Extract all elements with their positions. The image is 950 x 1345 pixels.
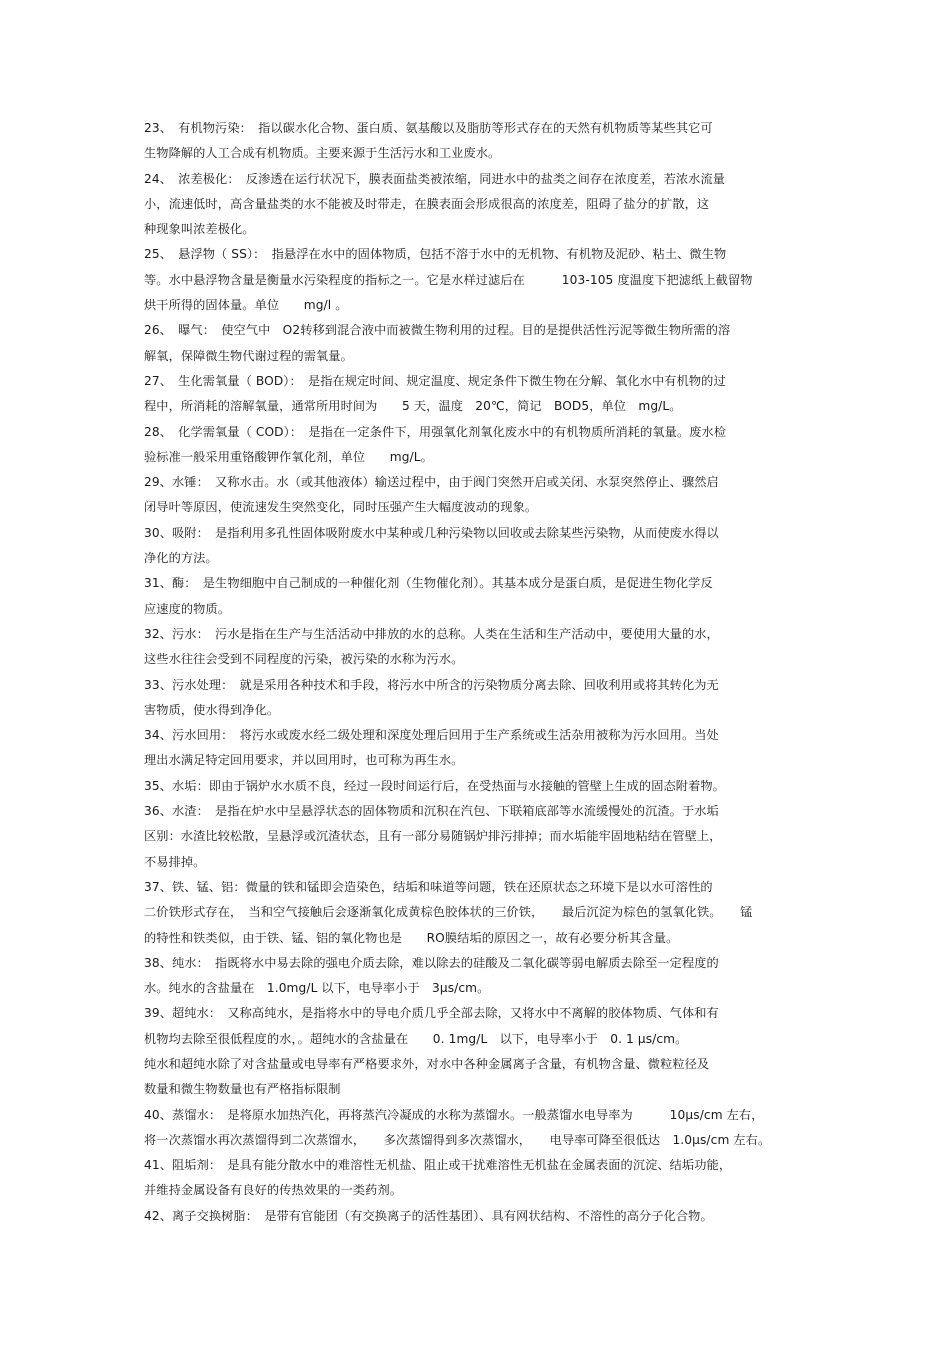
term-entry-41 [144, 1153, 824, 1204]
entry-line: 害物质，使水得到净化。 [144, 702, 280, 717]
term-entry-30 [144, 521, 824, 572]
entry-line: 净化的方法。 [144, 551, 218, 566]
entry-line: 等。水中悬浮物含量是衡量水污染程度的指标之一。它是水样过滤后在 103-105 度温度下把滤纸上截留物 [144, 272, 753, 287]
entry-line: 26、 曝气： 使空气中 O2转移到混合液中而被微生物利用的过程。目的是提供活性污泥等微生物所需的溶 [144, 323, 731, 338]
entry-line: 42、离子交换树脂： 是带有官能团（有交换离子的活性基团）、具有网状结构、不溶性的高分子化合物。 [144, 1208, 713, 1223]
entry-line: 生物降解的人工合成有机物质。主要来源于生活污水和工业废水。 [144, 146, 501, 161]
entry-line: 应速度的物质。 [144, 601, 231, 616]
entry-line: 并维持金属设备有良好的传热效果的一类药剂。 [144, 1183, 403, 1198]
glossary-body [144, 116, 824, 1229]
entry-line: 37、铁、锰、铝：微量的铁和锰即会造染色，结垢和味道等问题，铁在还原状态之环境下是以水可溶性的 [144, 879, 713, 894]
term-entry-32 [144, 622, 824, 673]
entry-line: 30、吸附： 是指利用多孔性固体吸附废水中某种或几种污染物以回收或去除某些污染物，从而使废水得以 [144, 525, 719, 540]
entry-line: 34、污水回用： 将污水或废水经二级处理和深度处理后回用于生产系统或生活杂用被称为污水回用。当处 [144, 728, 719, 743]
entry-line: 27、 生化需氧量（ BOD）： 是指在规定时间、规定温度、规定条件下微生物在分解、氧化水中有机物的过 [144, 373, 726, 388]
entry-line: 程中，所消耗的溶解氧量，通常所用时间为 5 天，温度 20℃，简记 BOD5，单位 mg/L。 [144, 399, 682, 414]
entry-line: 33、污水处理： 就是采用各种技术和手段，将污水中所含的污染物质分离去除、回收利用或将其转化为无 [144, 677, 719, 692]
entry-line: 31、酶： 是生物细胞中自己制成的一种催化剂（生物催化剂）。其基本成分是蛋白质，是促进生物化学反 [144, 576, 713, 591]
entry-line: 数量和微生物数量也有严格指标限制 [144, 1082, 341, 1097]
term-entry-29 [144, 470, 824, 521]
entry-line: 二价铁形式存在， 当和空气接触后会逐渐氧化成黄棕色胶体状的三价铁， 最后沉淀为棕色的氢氧化铁。 锰 [144, 905, 753, 920]
entry-line: 小，流速低时，高含量盐类的水不能被及时带走，在膜表面会形成很高的浓度差，阻碍了盐分的扩散，这 [144, 196, 710, 211]
entry-line: 烘干所得的固体量。单位 mg/l 。 [144, 298, 348, 313]
term-entry-38 [144, 951, 824, 1002]
entry-line: 39、超纯水： 又称高纯水，是指将水中的导电介质几乎全部去除，又将水中不离解的胶体物质、气体和有 [144, 1006, 719, 1021]
entry-line: 32、污水： 污水是指在生产与生活活动中排放的水的总称。人类在生活和生产活动中，要使用大量的水， [144, 626, 719, 641]
entry-line: 35、水垢：即由于锅炉水水质不良，经过一段时间运行后，在受热面与水接触的管壁上生成的固态附着物。 [144, 778, 725, 793]
entry-line: 24、 浓差极化： 反渗透在运行状况下，膜表面盐类被浓缩，同进水中的盐类之间存在浓度差，若浓水流量 [144, 171, 726, 186]
entry-line: 水。纯水的含盐量在 1.0mg/L 以下，电导率小于 3μs/cm。 [144, 981, 490, 996]
term-entry-36 [144, 799, 824, 875]
entry-line: 理出水满足特定回用要求，并以回用时，也可称为再生水。 [144, 753, 464, 768]
term-entry-23 [144, 116, 824, 167]
term-entry-31 [144, 571, 824, 622]
entry-line: 23、 有机物污染： 指以碳水化合物、蛋白质、氨基酸以及脂肪等形式存在的天然有机物质等某些其它可 [144, 121, 713, 135]
entry-line: 29、水锤： 又称水击。水（或其他液体）输送过程中，由于阀门突然开启或关闭、水泵突然停止、骤然启 [144, 475, 719, 490]
entry-line: 区别：水渣比较松散，呈悬浮或沉渣状态，且有一部分易随锅炉排污排掉；而水垢能牢固地粘结在管壁上， [144, 829, 722, 844]
entry-line: 28、 化学需氧量（ COD）： 是指在一定条件下，用强氧化剂氧化废水中的有机物质所消耗的氧量。废水检 [144, 424, 727, 439]
entry-line: 闭导叶等原因，使流速发生突然变化，同时压强产生大幅度波动的现象。 [144, 500, 538, 515]
entry-line: 验标准一般采用重铬酸钾作氧化剂，单位 mg/L。 [144, 449, 433, 464]
entry-line: 种现象叫浓差极化。 [144, 222, 255, 237]
entry-line: 不易排掉。 [144, 854, 206, 869]
entry-line: 将一次蒸馏水再次蒸馏得到二次蒸馏水， 多次蒸馏得到多次蒸馏水， 电导率可降至很低达 1.0μs/cm 左右。 [144, 1132, 771, 1147]
term-entry-34 [144, 723, 824, 774]
term-entry-27 [144, 369, 824, 420]
entry-line: 解氧，保障微生物代谢过程的需氧量。 [144, 348, 353, 363]
entry-line: 这些水往往会受到不同程度的污染，被污染的水称为污水。 [144, 652, 464, 667]
term-entry-42 [144, 1204, 824, 1229]
term-entry-40 [144, 1103, 824, 1154]
entry-line: 36、水渣： 是指在炉水中呈悬浮状态的固体物质和沉积在汽包、下联箱底部等水流缓慢处的沉渣。于水垢 [144, 804, 719, 819]
term-entry-28 [144, 420, 824, 471]
entry-line: 38、纯水： 指既将水中易去除的强电介质去除，难以除去的硅酸及二氧化碳等弱电解质去除至一定程度的 [144, 955, 719, 970]
term-entry-37 [144, 875, 824, 951]
entry-line: 纯水和超纯水除了对含盐量或电导率有严格要求外，对水中各种金属离子含量，有机物含量、微粒粒径及 [144, 1056, 710, 1071]
term-entry-39 [144, 1001, 824, 1102]
entry-line: 25、 悬浮物（ SS）： 指悬浮在水中的固体物质，包括不溶于水中的无机物、有机物及泥砂、粘土、微生物 [144, 247, 727, 262]
term-entry-35 [144, 774, 824, 799]
term-entry-24 [144, 167, 824, 243]
term-entry-25 [144, 242, 824, 318]
entry-line: 机物均去除至很低程度的水，。超纯水的含盐量在 0. 1mg/L 以下，电导率小于 0. 1 μs/cm。 [144, 1031, 688, 1046]
entry-line: 40、蒸馏水： 是将原水加热汽化，再将蒸汽冷凝成的水称为蒸馏水。一般蒸馏水电导率为 10μs/cm 左右， [144, 1107, 764, 1122]
term-entry-33 [144, 673, 824, 724]
entry-line: 的特性和铁类似，由于铁、锰、铝的氧化物也是 RO膜结垢的原因之一，故有必要分析其含量。 [144, 930, 679, 945]
entry-line: 41、阻垢剂： 是具有能分散水中的难溶性无机盐、阻止或干扰难溶性无机盐在金属表面的沉淀、结垢功能， [144, 1158, 732, 1173]
term-entry-26 [144, 318, 824, 369]
